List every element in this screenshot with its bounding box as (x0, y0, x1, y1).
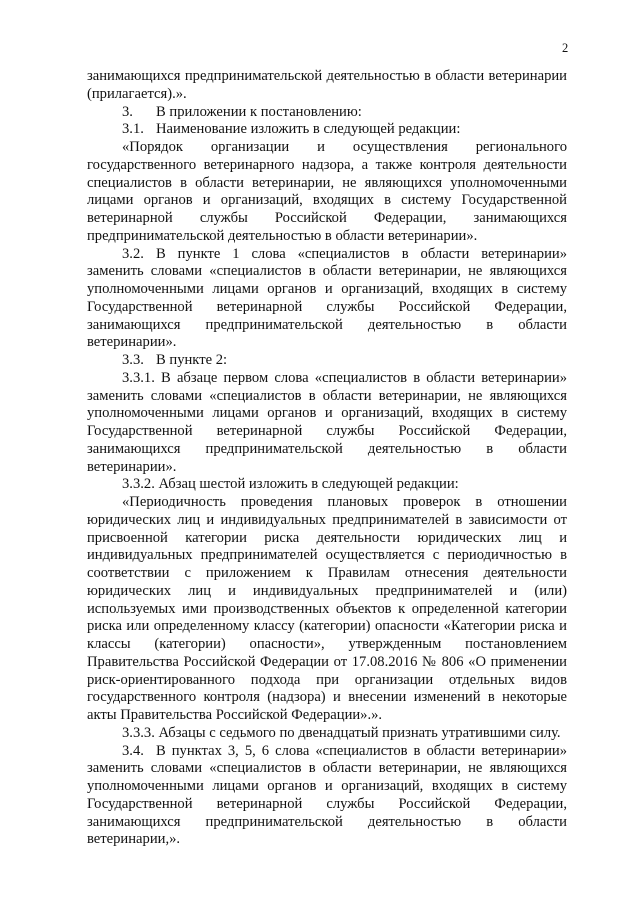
paragraph-text: 3.3.3. Абзацы с седьмого по двенадцатый признать утратившими силу. (122, 724, 561, 741)
paragraph (87, 743, 567, 850)
paragraph (87, 370, 567, 477)
paragraph-text: «Порядок организации и осуществления регионального государственного ветеринарного надзора, а также контроля деятельности специалистов в области ветеринарии, не являющихся уполномоченными лицами органов и организаций, входящих в систему Государственной ветеринарной службы Российской Федерации, занимающихся предпринимательской деятельностью в области ветеринарии». (87, 139, 567, 244)
paragraph-text: 3.3.2. Абзац шестой изложить в следующей редакции: (122, 476, 459, 493)
clause-number: 3. (122, 103, 133, 120)
paragraph (87, 121, 567, 139)
paragraph (87, 476, 567, 494)
clause-number: 3.3. (122, 352, 144, 368)
paragraph (87, 494, 567, 725)
clause-number: 3.1. (122, 121, 144, 138)
paragraph-text: Наименование изложить в следующей редакции: (156, 121, 461, 138)
paragraph-text: В пункте 2: (156, 352, 228, 368)
paragraph-text: 3.3.1. В абзаце первом слова «специалистов в области ветеринарии» заменить словами «специалистов в области ветеринарии, не являющихся уполномоченными лицами органов и организаций, входящих в систему Государственной ветеринарной службы Российской Федерации, занимающихся предпринимательской деятельностью в области ветеринарии». (87, 369, 567, 475)
paragraph (87, 352, 567, 370)
clause-number: 3.2. (122, 245, 144, 262)
paragraph (87, 725, 567, 743)
paragraph (87, 68, 567, 104)
paragraph (87, 246, 567, 353)
paragraph (87, 104, 567, 122)
paragraph-text: В пунктах 3, 5, 6 слова «специалистов в области ветеринарии» заменить словами «специалистов в области ветеринарии, не являющихся уполномоченными лицами органов и организаций, входящих в систему Государственной ветеринарной службы Российской Федерации, занимающихся предпринимательской деятельностью в области ветеринарии,». (87, 742, 567, 848)
paragraph-text: занимающихся предпринимательской деятельностью в области ветеринарии (прилагается).». (87, 68, 567, 102)
paragraph-text: В приложении к постановлению: (156, 103, 362, 120)
paragraph-text: «Периодичность проведения плановых проверок в отношении юридических лиц и индивидуальных предпринимателей в зависимости от присвоенной категории риска деятельности юридических лиц и индивидуальных предпринимателей осуществляется с периодичностью в соответствии с приложением к Правилам отнесения деятельности юридических лиц и индивидуальных предпринимателей и (или) используемых ими производственных объектов к определенной категории риска или определенному классу (категории) опасности «Категории риска и классы (категории) опасности», утвержденным постановлением Правительства Российской Федерации от 17.08.2016 № 806 «О применении риск-ориентированного подхода при организации отдельных видов государственного контроля (надзора) и внесении изменений в некоторые акты Правительства Российской Федерации».». (87, 494, 567, 723)
clause-number: 3.4. (122, 742, 144, 759)
page-number: 2 (562, 41, 569, 55)
document-body (87, 68, 567, 849)
paragraph (87, 139, 567, 246)
paragraph-text: В пункте 1 слова «специалистов в области ветеринарии» заменить словами «специалистов в области ветеринарии, не являющихся уполномоченными лицами органов и организаций, входящих в систему Государственной ветеринарной службы Российской Федерации, занимающихся предпринимательской деятельностью в области ветеринарии». (87, 245, 567, 351)
